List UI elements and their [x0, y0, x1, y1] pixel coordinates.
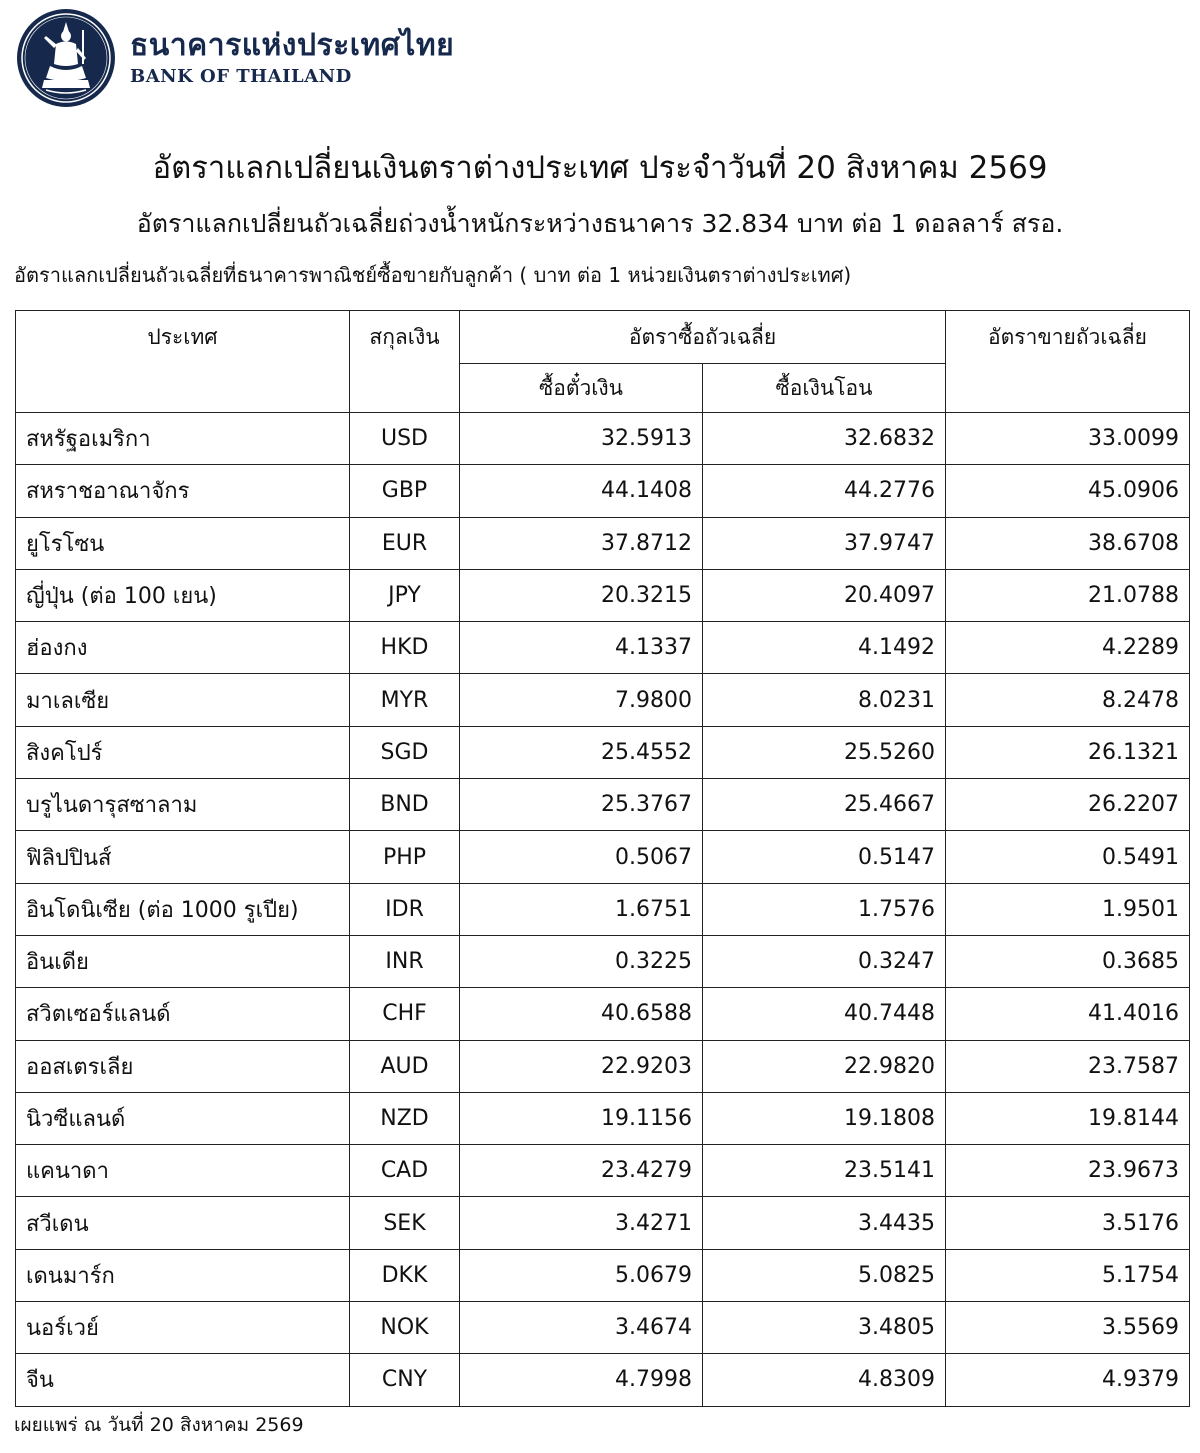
- table-row: [16, 465, 1190, 517]
- buying-sight-cell: 4.7998: [460, 1354, 703, 1406]
- currency-code-cell: SGD: [350, 726, 460, 778]
- buying-sight-cell: 44.1408: [460, 465, 703, 517]
- currency-code-cell: IDR: [350, 883, 460, 935]
- country-cell: สหรัฐอเมริกา: [16, 413, 350, 465]
- buying-transfer-cell: 20.4097: [703, 569, 946, 621]
- table-row: [16, 674, 1190, 726]
- table-row: [16, 413, 1190, 465]
- page-subtitle: อัตราแลกเปลี่ยนถัวเฉลี่ยถ่วงน้ำหนักระหว่างธนาคาร 32.834 บาท ต่อ 1 ดอลลาร์ สรอ.: [136, 209, 1064, 238]
- country-cell: นิวซีแลนด์: [16, 1092, 350, 1144]
- buying-sight-cell: 32.5913: [460, 413, 703, 465]
- buying-transfer-cell: 40.7448: [703, 988, 946, 1040]
- currency-code-cell: GBP: [350, 465, 460, 517]
- currency-code-cell: CAD: [350, 1145, 460, 1197]
- header: [16, 6, 454, 110]
- buying-transfer-cell: 3.4805: [703, 1302, 946, 1354]
- buying-sight-cell: 5.0679: [460, 1249, 703, 1301]
- header-buying: อัตราซื้อถัวเฉลี่ย: [460, 311, 946, 364]
- page-title: อัตราแลกเปลี่ยนเงินตราต่างประเทศ ประจำวันที่ 20 สิงหาคม 2569: [152, 150, 1048, 186]
- header-buying-transfer: ซื้อเงินโอน: [703, 364, 946, 413]
- currency-code-cell: CNY: [350, 1354, 460, 1406]
- selling-cell: 45.0906: [946, 465, 1190, 517]
- buying-sight-cell: 23.4279: [460, 1145, 703, 1197]
- buying-transfer-cell: 8.0231: [703, 674, 946, 726]
- selling-cell: 23.9673: [946, 1145, 1190, 1197]
- table-row: [16, 1092, 1190, 1144]
- country-cell: ฮ่องกง: [16, 622, 350, 674]
- selling-cell: 3.5569: [946, 1302, 1190, 1354]
- selling-cell: 1.9501: [946, 883, 1190, 935]
- garuda-emblem-icon: [16, 8, 116, 108]
- buying-sight-cell: 4.1337: [460, 622, 703, 674]
- buying-transfer-cell: 0.3247: [703, 935, 946, 987]
- selling-cell: 8.2478: [946, 674, 1190, 726]
- buying-transfer-cell: 5.0825: [703, 1249, 946, 1301]
- exchange-rate-table: [15, 310, 1190, 1407]
- selling-cell: 5.1754: [946, 1249, 1190, 1301]
- table-row: [16, 1040, 1190, 1092]
- buying-sight-cell: 7.9800: [460, 674, 703, 726]
- currency-code-cell: NOK: [350, 1302, 460, 1354]
- currency-code-cell: INR: [350, 935, 460, 987]
- table-row: [16, 1302, 1190, 1354]
- currency-code-cell: MYR: [350, 674, 460, 726]
- country-cell: จีน: [16, 1354, 350, 1406]
- buying-sight-cell: 0.5067: [460, 831, 703, 883]
- buying-sight-cell: 40.6588: [460, 988, 703, 1040]
- country-cell: อินเดีย: [16, 935, 350, 987]
- buying-transfer-cell: 44.2776: [703, 465, 946, 517]
- currency-code-cell: USD: [350, 413, 460, 465]
- selling-cell: 26.1321: [946, 726, 1190, 778]
- country-cell: แคนาดา: [16, 1145, 350, 1197]
- currency-code-cell: SEK: [350, 1197, 460, 1249]
- country-cell: บรูไนดารุสซาลาม: [16, 779, 350, 831]
- buying-sight-cell: 25.3767: [460, 779, 703, 831]
- selling-cell: 38.6708: [946, 517, 1190, 569]
- selling-cell: 26.2207: [946, 779, 1190, 831]
- buying-sight-cell: 22.9203: [460, 1040, 703, 1092]
- header-currency: สกุลเงิน: [350, 311, 460, 413]
- table-row: [16, 883, 1190, 935]
- selling-cell: 23.7587: [946, 1040, 1190, 1092]
- table-body: [16, 413, 1190, 1407]
- header-selling: อัตราขายถัวเฉลี่ย: [946, 311, 1190, 413]
- buying-transfer-cell: 4.8309: [703, 1354, 946, 1406]
- currency-code-cell: BND: [350, 779, 460, 831]
- buying-sight-cell: 25.4552: [460, 726, 703, 778]
- table-row: [16, 935, 1190, 987]
- buying-sight-cell: 19.1156: [460, 1092, 703, 1144]
- table-note: อัตราแลกเปลี่ยนถัวเฉลี่ยที่ธนาคารพาณิชย์ซื้อขายกับลูกค้า ( บาท ต่อ 1 หน่วยเงินตราต่างประเทศ): [14, 263, 852, 287]
- table-row: [16, 726, 1190, 778]
- currency-code-cell: NZD: [350, 1092, 460, 1144]
- buying-transfer-cell: 23.5141: [703, 1145, 946, 1197]
- country-cell: สหราชอาณาจักร: [16, 465, 350, 517]
- country-cell: ยูโรโซน: [16, 517, 350, 569]
- table-row: [16, 831, 1190, 883]
- brand-name-thai: ธนาคารแห่งประเทศไทย: [130, 28, 455, 63]
- selling-cell: 21.0788: [946, 569, 1190, 621]
- brand: [130, 27, 454, 89]
- buying-transfer-cell: 0.5147: [703, 831, 946, 883]
- brand-name-english: BANK OF THAILAND: [130, 66, 352, 87]
- table-row: [16, 1249, 1190, 1301]
- country-cell: ฟิลิปปินส์: [16, 831, 350, 883]
- buying-sight-cell: 20.3215: [460, 569, 703, 621]
- country-cell: เดนมาร์ก: [16, 1249, 350, 1301]
- buying-sight-cell: 3.4674: [460, 1302, 703, 1354]
- table-row: [16, 569, 1190, 621]
- selling-cell: 0.3685: [946, 935, 1190, 987]
- table-row: [16, 622, 1190, 674]
- buying-transfer-cell: 3.4435: [703, 1197, 946, 1249]
- buying-transfer-cell: 25.5260: [703, 726, 946, 778]
- currency-code-cell: PHP: [350, 831, 460, 883]
- header-buying-sight: ซื้อตั๋วเงิน: [460, 364, 703, 413]
- buying-sight-cell: 37.8712: [460, 517, 703, 569]
- currency-code-cell: DKK: [350, 1249, 460, 1301]
- currency-code-cell: AUD: [350, 1040, 460, 1092]
- currency-code-cell: EUR: [350, 517, 460, 569]
- buying-sight-cell: 3.4271: [460, 1197, 703, 1249]
- buying-transfer-cell: 19.1808: [703, 1092, 946, 1144]
- selling-cell: 3.5176: [946, 1197, 1190, 1249]
- currency-code-cell: HKD: [350, 622, 460, 674]
- selling-cell: 4.9379: [946, 1354, 1190, 1406]
- buying-sight-cell: 0.3225: [460, 935, 703, 987]
- selling-cell: 19.8144: [946, 1092, 1190, 1144]
- table-row: [16, 988, 1190, 1040]
- header-country: ประเทศ: [16, 311, 350, 413]
- selling-cell: 41.4016: [946, 988, 1190, 1040]
- buying-transfer-cell: 37.9747: [703, 517, 946, 569]
- table-row: [16, 1145, 1190, 1197]
- buying-transfer-cell: 32.6832: [703, 413, 946, 465]
- published-date: เผยแพร่ ณ วันที่ 20 สิงหาคม 2569: [14, 1414, 304, 1436]
- table-row: [16, 779, 1190, 831]
- country-cell: สิงคโปร์: [16, 726, 350, 778]
- selling-cell: 33.0099: [946, 413, 1190, 465]
- currency-code-cell: CHF: [350, 988, 460, 1040]
- table-row: [16, 517, 1190, 569]
- currency-code-cell: JPY: [350, 569, 460, 621]
- country-cell: สวีเดน: [16, 1197, 350, 1249]
- selling-cell: 4.2289: [946, 622, 1190, 674]
- table-row: [16, 1354, 1190, 1406]
- selling-cell: 0.5491: [946, 831, 1190, 883]
- buying-transfer-cell: 1.7576: [703, 883, 946, 935]
- country-cell: ออสเตรเลีย: [16, 1040, 350, 1092]
- country-cell: มาเลเซีย: [16, 674, 350, 726]
- buying-transfer-cell: 4.1492: [703, 622, 946, 674]
- buying-transfer-cell: 25.4667: [703, 779, 946, 831]
- country-cell: ญี่ปุ่น (ต่อ 100 เยน): [16, 569, 350, 621]
- country-cell: อินโดนิเซีย (ต่อ 1000 รูเปีย): [16, 883, 350, 935]
- country-cell: สวิตเซอร์แลนด์: [16, 988, 350, 1040]
- country-cell: นอร์เวย์: [16, 1302, 350, 1354]
- buying-sight-cell: 1.6751: [460, 883, 703, 935]
- buying-transfer-cell: 22.9820: [703, 1040, 946, 1092]
- table-row: [16, 1197, 1190, 1249]
